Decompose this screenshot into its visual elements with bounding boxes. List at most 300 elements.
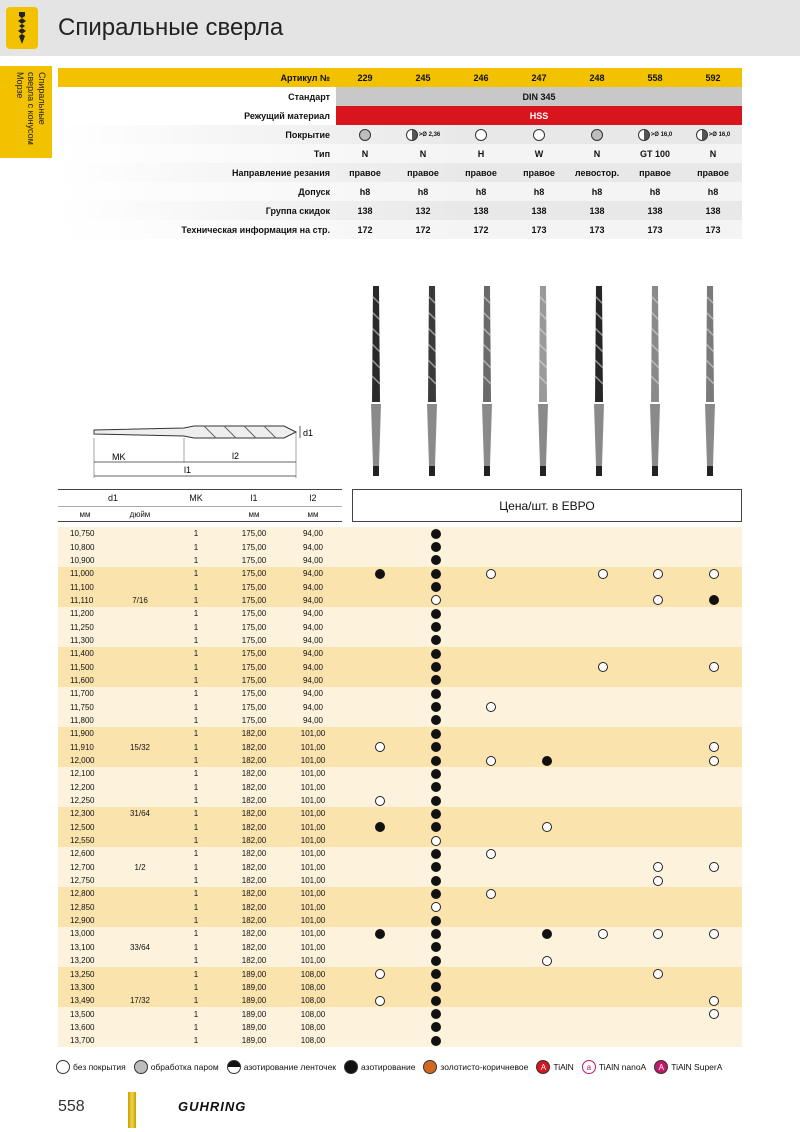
side-tab-label: Спиральные сверла с конусом Морзе <box>15 72 47 145</box>
table-row <box>58 754 742 767</box>
cell-l1: 175,00 <box>241 609 267 619</box>
price-cell-248 <box>575 1021 631 1034</box>
price-cell-558[interactable] <box>630 594 686 607</box>
price-cell-245[interactable] <box>408 687 464 700</box>
price-cell-247 <box>519 834 575 847</box>
price-cell-558 <box>630 687 686 700</box>
standard-value: DIN 345 <box>522 91 556 102</box>
cell-l2: 108,00 <box>300 1022 326 1032</box>
price-cell-248 <box>575 727 631 740</box>
table-row <box>58 554 742 567</box>
spec-direction-2: правое <box>465 167 497 178</box>
price-cell-246 <box>463 620 519 633</box>
price-cell-592 <box>686 687 742 700</box>
table-row <box>58 941 742 954</box>
cell-l1: 175,00 <box>241 675 267 685</box>
availability-filled-icon <box>431 622 441 632</box>
price-cell-245[interactable] <box>408 674 464 687</box>
table-row <box>58 887 742 900</box>
price-cell-558 <box>630 807 686 820</box>
cell-l2: 94,00 <box>302 689 324 699</box>
price-cell-558 <box>630 754 686 767</box>
availability-filled-icon <box>431 529 441 539</box>
price-cell-246 <box>463 540 519 553</box>
cell-mm: 12,000 <box>70 756 95 766</box>
size-table-body <box>58 527 742 1047</box>
cell-mk: 1 <box>193 715 199 725</box>
price-cell-246 <box>463 714 519 727</box>
spec-discount-2: 138 <box>473 205 489 216</box>
cell-mk: 1 <box>193 902 199 912</box>
price-cell-245[interactable] <box>408 954 464 967</box>
spec-label-article: Артикул № <box>280 72 330 83</box>
price-cell-558 <box>630 741 686 754</box>
cell-mm: 10,750 <box>70 529 95 539</box>
cell-mk: 1 <box>193 582 199 592</box>
price-cell-229 <box>352 594 408 607</box>
spec-table <box>58 68 742 239</box>
spec-coating-6 <box>684 129 742 141</box>
price-cell-247[interactable] <box>519 954 575 967</box>
price-cell-246 <box>463 807 519 820</box>
table-row <box>58 967 742 980</box>
price-cell-245[interactable] <box>408 700 464 713</box>
cell-l1: 175,00 <box>241 595 267 605</box>
price-cell-245[interactable] <box>408 634 464 647</box>
coating-pink-icon: a <box>582 1060 596 1074</box>
price-cell-247[interactable] <box>519 821 575 834</box>
price-cell-229 <box>352 914 408 927</box>
price-cell-247[interactable] <box>519 927 575 940</box>
cell-mm: 13,490 <box>70 996 95 1006</box>
cell-mk: 1 <box>193 1009 199 1019</box>
price-cell-229 <box>352 874 408 887</box>
price-cell-229 <box>352 887 408 900</box>
price-cell-592 <box>686 607 742 620</box>
legend-item <box>344 1060 415 1074</box>
spec-label-type: Тип <box>313 148 330 159</box>
price-cell-558[interactable] <box>630 927 686 940</box>
price-cell-558 <box>630 527 686 540</box>
price-cell-229 <box>352 554 408 567</box>
spec-discount-5: 138 <box>647 205 663 216</box>
price-cell-245[interactable] <box>408 847 464 860</box>
price-cell-248 <box>575 901 631 914</box>
price-cell-592 <box>686 620 742 633</box>
availability-filled-icon <box>431 702 441 712</box>
price-cell-245[interactable] <box>408 967 464 980</box>
price-cell-246 <box>463 834 519 847</box>
coating-note: >Ø 16,0 <box>650 131 673 138</box>
cell-l1: 175,00 <box>241 662 267 672</box>
cell-l1: 182,00 <box>241 916 267 926</box>
cell-l1: 182,00 <box>241 902 267 912</box>
cell-mk: 1 <box>193 649 199 659</box>
cell-l1: 182,00 <box>241 889 267 899</box>
cell-mm: 13,000 <box>70 929 95 939</box>
price-cell-592[interactable] <box>686 741 742 754</box>
cell-l2: 94,00 <box>302 609 324 619</box>
price-cell-229[interactable] <box>352 967 408 980</box>
price-cell-248 <box>575 674 631 687</box>
cell-mk: 1 <box>193 982 199 992</box>
availability-open-icon <box>375 796 385 806</box>
cell-mk: 1 <box>193 769 199 779</box>
price-cell-248 <box>575 580 631 593</box>
spec-tolerance-1: h8 <box>417 186 429 197</box>
price-cell-247 <box>519 540 575 553</box>
cell-l1: 189,00 <box>241 1022 267 1032</box>
price-cell-246 <box>463 1034 519 1047</box>
cell-mm: 10,900 <box>70 555 95 565</box>
price-cell-246[interactable] <box>463 567 519 580</box>
price-cell-245[interactable] <box>408 767 464 780</box>
cell-l2: 101,00 <box>300 742 326 752</box>
price-cell-245[interactable] <box>408 647 464 660</box>
price-cell-558 <box>630 700 686 713</box>
price-cell-592[interactable] <box>686 861 742 874</box>
table-row <box>58 767 742 780</box>
coating-split-icon <box>638 129 650 141</box>
price-cell-245[interactable] <box>408 540 464 553</box>
coating-note: >Ø 2,36 <box>418 131 441 138</box>
cell-inch: 31/64 <box>129 809 151 819</box>
price-cell-592 <box>686 714 742 727</box>
price-cell-246[interactable] <box>463 847 519 860</box>
spec-label-standard: Стандарт <box>288 91 330 102</box>
availability-open-icon <box>709 1009 719 1019</box>
price-cell-248 <box>575 821 631 834</box>
price-cell-246 <box>463 994 519 1007</box>
price-cell-245[interactable] <box>408 1021 464 1034</box>
availability-filled-icon <box>431 769 441 779</box>
price-cell-229[interactable] <box>352 927 408 940</box>
price-cell-247 <box>519 847 575 860</box>
spec-label-direction: Направление резания <box>231 167 330 178</box>
price-cell-245[interactable] <box>408 981 464 994</box>
price-cell-592[interactable] <box>686 927 742 940</box>
price-cell-246[interactable] <box>463 700 519 713</box>
price-cell-245[interactable] <box>408 567 464 580</box>
price-cell-592[interactable] <box>686 594 742 607</box>
availability-filled-icon <box>431 796 441 806</box>
cell-l2: 94,00 <box>302 635 324 645</box>
price-cell-245[interactable] <box>408 874 464 887</box>
availability-filled-icon <box>431 635 441 645</box>
cell-l1: 175,00 <box>241 569 267 579</box>
spec-coating-0 <box>336 129 394 141</box>
availability-open-icon <box>486 889 496 899</box>
price-cell-245[interactable] <box>408 754 464 767</box>
price-cell-248 <box>575 834 631 847</box>
price-cell-248 <box>575 754 631 767</box>
coating-red-icon: A <box>536 1060 550 1074</box>
price-cell-245[interactable] <box>408 927 464 940</box>
cell-l2: 101,00 <box>300 956 326 966</box>
price-cell-245[interactable] <box>408 941 464 954</box>
cell-mm: 11,110 <box>70 595 94 605</box>
price-cell-245[interactable] <box>408 714 464 727</box>
price-cell-247 <box>519 554 575 567</box>
price-cell-245[interactable] <box>408 994 464 1007</box>
price-cell-245[interactable] <box>408 554 464 567</box>
price-cell-558[interactable] <box>630 967 686 980</box>
price-cell-592 <box>686 554 742 567</box>
price-cell-592 <box>686 1021 742 1034</box>
price-cell-248 <box>575 847 631 860</box>
price-cell-246[interactable] <box>463 754 519 767</box>
spec-article-6: 592 <box>705 72 721 83</box>
price-cell-229 <box>352 714 408 727</box>
spec-discount-6: 138 <box>705 205 721 216</box>
price-cell-592 <box>686 807 742 820</box>
cell-mk: 1 <box>193 782 199 792</box>
price-cell-592 <box>686 540 742 553</box>
price-cell-245[interactable] <box>408 901 464 914</box>
price-cell-592 <box>686 781 742 794</box>
price-cell-245[interactable] <box>408 861 464 874</box>
table-row <box>58 527 742 540</box>
drill-image-558 <box>645 284 665 478</box>
price-cell-229 <box>352 660 408 673</box>
spec-direction-0: правое <box>349 167 381 178</box>
cell-mm: 11,910 <box>70 742 94 752</box>
price-cell-248[interactable] <box>575 927 631 940</box>
spec-techinfo-0: 172 <box>357 224 373 235</box>
price-cell-558 <box>630 887 686 900</box>
cell-mm: 11,800 <box>70 715 94 725</box>
price-cell-592[interactable] <box>686 660 742 673</box>
header-l1: l1 <box>250 493 258 503</box>
table-row <box>58 874 742 887</box>
cell-inch: 7/16 <box>132 595 148 605</box>
cell-l2: 101,00 <box>300 756 326 766</box>
price-cell-245[interactable] <box>408 1034 464 1047</box>
section-side-tab[interactable] <box>0 66 52 158</box>
page-number: 558 <box>58 1098 85 1115</box>
cell-mk: 1 <box>193 809 199 819</box>
cell-l2: 101,00 <box>300 942 326 952</box>
price-cell-592[interactable] <box>686 567 742 580</box>
cell-l2: 108,00 <box>300 982 326 992</box>
drill-image-248 <box>589 284 609 478</box>
price-cell-248 <box>575 887 631 900</box>
price-cell-229[interactable] <box>352 794 408 807</box>
spec-type-5: GT 100 <box>639 148 670 159</box>
price-cell-245[interactable] <box>408 914 464 927</box>
availability-filled-icon <box>431 996 441 1006</box>
availability-open-icon <box>653 876 663 886</box>
cell-mm: 12,300 <box>70 809 95 819</box>
availability-filled-icon <box>431 942 441 952</box>
cell-l2: 101,00 <box>300 836 326 846</box>
availability-open-icon <box>431 595 441 605</box>
price-cell-245[interactable] <box>408 1007 464 1020</box>
price-cell-592[interactable] <box>686 994 742 1007</box>
table-row <box>58 634 742 647</box>
cell-l2: 94,00 <box>302 715 324 725</box>
table-row <box>58 1007 742 1020</box>
cell-mk: 1 <box>193 635 199 645</box>
cell-l2: 108,00 <box>300 996 326 1006</box>
availability-open-icon <box>653 595 663 605</box>
price-cell-247 <box>519 1034 575 1047</box>
availability-filled-icon <box>431 1022 441 1032</box>
price-cell-229[interactable] <box>352 567 408 580</box>
cell-mk: 1 <box>193 996 199 1006</box>
price-cell-247 <box>519 994 575 1007</box>
price-cell-558[interactable] <box>630 874 686 887</box>
price-cell-246 <box>463 741 519 754</box>
cell-mk: 1 <box>193 916 199 926</box>
price-cell-247 <box>519 861 575 874</box>
price-cell-248 <box>575 620 631 633</box>
price-cell-245[interactable] <box>408 781 464 794</box>
table-row <box>58 1034 742 1047</box>
price-cell-592 <box>686 967 742 980</box>
availability-filled-icon <box>431 649 441 659</box>
spec-discount-0: 138 <box>357 205 373 216</box>
table-row <box>58 674 742 687</box>
price-cell-229 <box>352 607 408 620</box>
price-cell-246[interactable] <box>463 887 519 900</box>
cell-l1: 182,00 <box>241 796 267 806</box>
table-row <box>58 914 742 927</box>
price-cell-558 <box>630 727 686 740</box>
price-cell-229 <box>352 620 408 633</box>
availability-open-icon <box>709 742 719 752</box>
price-cell-558 <box>630 1034 686 1047</box>
price-cell-248[interactable] <box>575 567 631 580</box>
price-cell-229 <box>352 861 408 874</box>
price-cell-246 <box>463 1021 519 1034</box>
price-cell-247 <box>519 1007 575 1020</box>
legend-label: TiAlN SuperA <box>671 1061 723 1072</box>
cell-l2: 94,00 <box>302 622 324 632</box>
header-mk-unit <box>168 507 224 521</box>
price-cell-245[interactable] <box>408 794 464 807</box>
availability-filled-icon <box>431 715 441 725</box>
availability-filled-icon <box>431 929 441 939</box>
price-cell-245[interactable] <box>408 594 464 607</box>
price-cell-245[interactable] <box>408 660 464 673</box>
legend-label: азотирование ленточек <box>243 1061 337 1072</box>
availability-open-icon <box>709 569 719 579</box>
cell-mk: 1 <box>193 929 199 939</box>
price-cell-247 <box>519 687 575 700</box>
price-cell-246 <box>463 821 519 834</box>
price-cell-229 <box>352 834 408 847</box>
price-cell-247 <box>519 794 575 807</box>
availability-open-icon <box>598 569 608 579</box>
price-cell-247 <box>519 620 575 633</box>
table-row <box>58 567 742 580</box>
price-cell-558 <box>630 674 686 687</box>
cell-mk: 1 <box>193 796 199 806</box>
header-mm: мм <box>79 509 91 519</box>
availability-open-icon <box>375 996 385 1006</box>
drawing-label-mk: MK <box>112 452 126 462</box>
price-cell-558 <box>630 914 686 927</box>
price-cell-558[interactable] <box>630 567 686 580</box>
cell-l1: 182,00 <box>241 876 267 886</box>
drill-image-229 <box>366 284 386 478</box>
coating-split-icon <box>696 129 708 141</box>
price-cell-246 <box>463 794 519 807</box>
coating-split-icon <box>406 129 418 141</box>
price-cell-248 <box>575 794 631 807</box>
price-cell-248[interactable] <box>575 660 631 673</box>
price-cell-245[interactable] <box>408 527 464 540</box>
price-cell-592 <box>686 767 742 780</box>
price-cell-229[interactable] <box>352 741 408 754</box>
price-cell-245[interactable] <box>408 727 464 740</box>
price-cell-229[interactable] <box>352 821 408 834</box>
price-cell-245[interactable] <box>408 741 464 754</box>
price-cell-245[interactable] <box>408 580 464 593</box>
availability-filled-icon <box>431 956 441 966</box>
cell-mm: 11,700 <box>70 689 94 699</box>
price-cell-247 <box>519 967 575 980</box>
price-cell-558 <box>630 554 686 567</box>
cell-l2: 94,00 <box>302 555 324 565</box>
footer-divider <box>128 1092 136 1128</box>
cell-l2: 108,00 <box>300 969 326 979</box>
cell-l2: 94,00 <box>302 675 324 685</box>
cell-l2: 101,00 <box>300 902 326 912</box>
price-cell-558[interactable] <box>630 861 686 874</box>
cell-l1: 189,00 <box>241 969 267 979</box>
price-cell-245[interactable] <box>408 821 464 834</box>
price-cell-229[interactable] <box>352 994 408 1007</box>
price-cell-245[interactable] <box>408 887 464 900</box>
cell-mm: 12,900 <box>70 916 95 926</box>
price-cell-245[interactable] <box>408 834 464 847</box>
price-cell-247[interactable] <box>519 754 575 767</box>
price-cell-246 <box>463 901 519 914</box>
price-cell-592[interactable] <box>686 754 742 767</box>
coating-gray-icon <box>591 129 603 141</box>
price-cell-248 <box>575 967 631 980</box>
table-row <box>58 687 742 700</box>
price-cell-247 <box>519 714 575 727</box>
price-cell-592 <box>686 834 742 847</box>
price-cell-592 <box>686 1034 742 1047</box>
header-d1: d1 <box>107 493 118 503</box>
price-cell-248 <box>575 861 631 874</box>
cell-mm: 11,400 <box>70 649 94 659</box>
cell-mm: 12,200 <box>70 782 95 792</box>
cell-l1: 182,00 <box>241 956 267 966</box>
cell-l2: 94,00 <box>302 582 324 592</box>
price-cell-247 <box>519 607 575 620</box>
price-cell-592[interactable] <box>686 1007 742 1020</box>
price-cell-245[interactable] <box>408 620 464 633</box>
cell-l1: 175,00 <box>241 542 267 552</box>
price-cell-245[interactable] <box>408 807 464 820</box>
cell-mm: 11,900 <box>70 729 94 739</box>
cell-inch: 17/32 <box>129 996 151 1006</box>
cell-mk: 1 <box>193 729 199 739</box>
cell-l2: 94,00 <box>302 662 324 672</box>
spec-row-type <box>58 144 742 163</box>
price-cell-245[interactable] <box>408 607 464 620</box>
price-cell-558 <box>630 607 686 620</box>
spec-article-3: 247 <box>531 72 547 83</box>
price-cell-248 <box>575 687 631 700</box>
spec-direction-1: правое <box>407 167 439 178</box>
spec-label-material: Режущий материал <box>244 110 330 121</box>
